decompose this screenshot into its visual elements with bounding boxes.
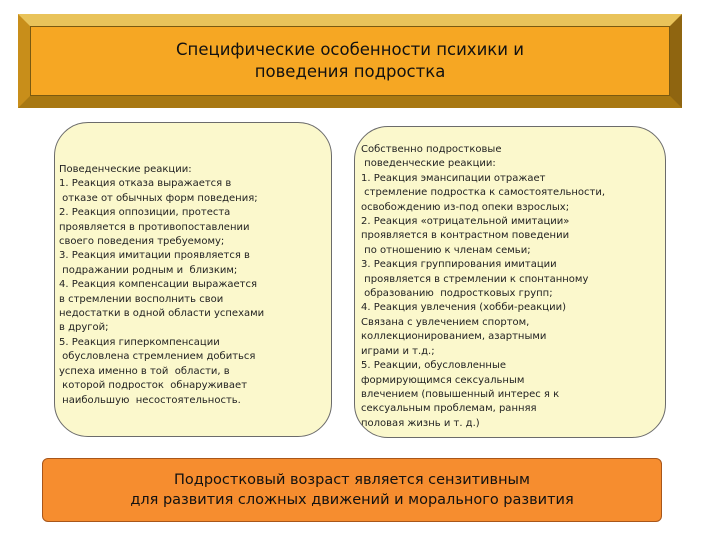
left-line: недостатки в одной области успехами xyxy=(59,308,265,320)
left-line: 1. Реакция отказа выражается в xyxy=(59,178,232,190)
left-line: подражании родным и близким; xyxy=(59,264,238,276)
sensitive-age-banner xyxy=(42,458,662,522)
right-line: проявляется в контрастном поведении xyxy=(361,230,570,242)
right-line: по отношению к членам семьи; xyxy=(361,244,531,256)
right-line: 5. Реакции, обусловленные xyxy=(361,360,507,372)
left-line: наибольшую несостоятельность. xyxy=(59,394,241,406)
left-line: 3. Реакция имитации проявляется в xyxy=(59,250,250,262)
title-panel xyxy=(30,26,670,96)
right-line: стремление подростка к самостоятельности, xyxy=(361,187,606,199)
adolescent-reactions-box xyxy=(354,126,666,438)
right-line: играми и т.д.; xyxy=(361,345,435,357)
title-frame xyxy=(18,14,682,108)
title-line-1: Специфические особенности психики и xyxy=(176,40,524,59)
behavioral-reactions-box xyxy=(54,122,332,437)
left-line: которой подросток обнаруживает xyxy=(59,380,248,392)
right-line: Связана с увлечением спортом, xyxy=(361,316,530,328)
banner-line-1: Подростковый возраст является сензитивным xyxy=(174,472,530,488)
right-line: коллекционированием, азартными xyxy=(361,331,547,343)
left-line: успеха именно в той области, в xyxy=(59,365,230,377)
right-line: освобождению из-под опеки взрослых; xyxy=(361,201,570,213)
left-line: Поведенческие реакции: xyxy=(59,164,192,175)
right-line: влечением (повышенный интерес я к xyxy=(361,388,560,400)
right-line: 2. Реакция «отрицательной имитации» xyxy=(361,216,570,228)
right-line: формирующимся сексуальным xyxy=(361,374,525,386)
right-line: поведенческие реакции: xyxy=(361,158,496,170)
right-line: половая жизнь и т. д.) xyxy=(361,417,480,429)
right-line: 3. Реакция группирования имитации xyxy=(361,259,557,271)
left-line: 2. Реакция оппозиции, протеста xyxy=(59,207,231,219)
left-line: обусловлена стремлением добиться xyxy=(59,351,256,363)
right-line: Собственно подростковые xyxy=(361,144,502,155)
right-line: 4. Реакция увлечения (хобби-реакции) xyxy=(361,302,566,314)
right-line: 1. Реакция эмансипации отражает xyxy=(361,172,546,184)
left-line: отказе от обычных форм поведения; xyxy=(59,192,258,204)
banner-line-2: для развития сложных движений и морального развития xyxy=(130,492,574,508)
left-line: в стремлении восполнить свои xyxy=(59,293,224,305)
left-line: 4. Реакция компенсации выражается xyxy=(59,279,258,291)
title-line-2: поведения подростка xyxy=(254,62,446,81)
right-line: сексуальным проблемам, ранняя xyxy=(361,403,537,415)
left-line: проявляется в противопоставлении xyxy=(59,221,250,233)
right-line: проявляется в стремлении к спонтанному xyxy=(361,273,589,285)
left-line: 5. Реакция гиперкомпенсации xyxy=(59,336,220,348)
left-line: своего поведения требуемому; xyxy=(59,236,225,248)
left-line: в другой; xyxy=(59,322,109,334)
right-line: образованию подростковых групп; xyxy=(361,288,553,300)
